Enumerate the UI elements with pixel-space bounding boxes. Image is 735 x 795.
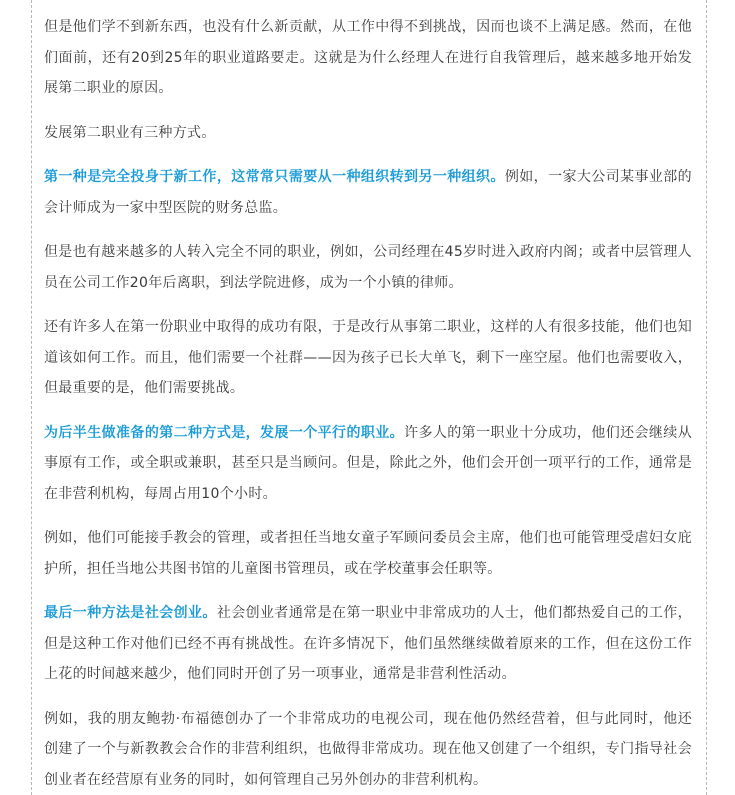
paragraph-3-text: 例如，一家大公司某事业部的会计师成为一家中型医院的财务总监。 xyxy=(44,169,692,216)
paragraph-6 xyxy=(44,418,692,510)
paragraph-1 xyxy=(44,12,692,104)
paragraph-8 xyxy=(44,598,692,690)
paragraph-4-text: 但是也有越来越多的人转入完全不同的职业，例如，公司经理在45岁时进入政府内阁；或者中层管理人员在公司工作20年后离职，到法学院进修，成为一个小镇的律师。 xyxy=(44,244,692,291)
paragraph-6-text: 许多人的第一职业十分成功，他们还会继续从事原有工作，或全职或兼职，甚至只是当顾问。但是，除此之外，他们会开创一项平行的工作，通常是在非营利机构，每周占用10个小时。 xyxy=(44,424,693,502)
paragraph-8-highlight: 最后一种方法是社会创业。 xyxy=(44,605,217,621)
paragraph-5 xyxy=(44,312,692,404)
paragraph-9 xyxy=(44,704,692,795)
paragraph-2-text: 发展第二职业有三种方式。 xyxy=(44,124,216,141)
paragraph-3-highlight: 第一种是完全投身于新工作，这常常只需要从一种组织转到另一种组织。 xyxy=(44,169,505,185)
article-body xyxy=(44,12,692,795)
paragraph-1-text: 但是他们学不到新东西，也没有什么新贡献，从工作中得不到挑战，因而也谈不上满足感。然而，在他们面前，还有20到25年的职业道路要走。这就是为什么经理人在进行自我管理后，越来越多地开始发展第二职业的原因。 xyxy=(44,19,692,96)
paragraph-7 xyxy=(44,523,692,584)
paragraph-5-text: 还有许多人在第一份职业中取得的成功有限，于是改行从事第二职业，这样的人有很多技能，他们也知道该如何工作。而且，他们需要一个社群——因为孩子已长大单飞，剩下一座空屋。他们也需要收入，但最重要的是，他们需要挑战。 xyxy=(44,319,692,396)
paragraph-7-text: 例如，他们可能接手教会的管理，或者担任当地女童子军顾问委员会主席，他们也可能管理受虐妇女庇护所，担任当地公共图书馆的儿童图书管理员，或在学校董事会任职等。 xyxy=(44,530,692,577)
paragraph-8-text: 社会创业者通常是在第一职业中非常成功的人士，他们都热爱自己的工作，但是这种工作对他们已经不再有挑战性。在许多情况下，他们虽然继续做着原来的工作，但在这份工作上花的时间越来越少，他们同时开创了另一项事业，通常是非营利性活动。 xyxy=(44,605,692,682)
paragraph-3 xyxy=(44,162,692,223)
paragraph-2 xyxy=(44,118,692,149)
paragraph-4 xyxy=(44,237,692,298)
paragraph-9-text: 例如，我的朋友鲍勃·布福德创办了一个非常成功的电视公司，现在他仍然经营着，但与此同时，他还创建了一个与新教教会合作的非营利组织，也做得非常成功。现在他又创建了一个组织，专门指导社会创业者在经营原有业务的同时，如何管理自己另外创办的非营利机构。 xyxy=(44,710,692,788)
paragraph-6-highlight: 为后半生做准备的第二种方式是，发展一个平行的职业。 xyxy=(44,424,405,441)
